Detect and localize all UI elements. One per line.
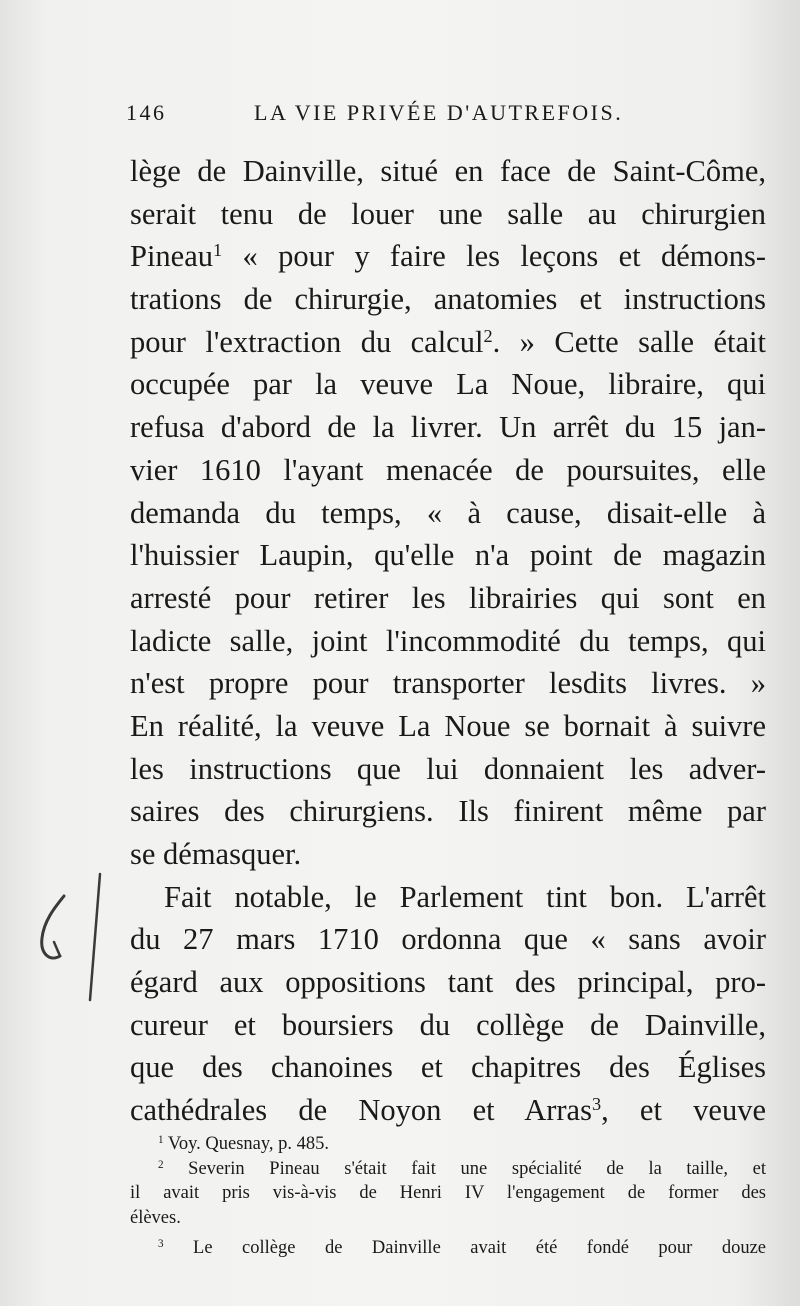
text-line: se démasquer. <box>130 837 302 871</box>
text-line: serait tenu de louer une salle au chirurgien <box>130 196 766 231</box>
text-line: trations de chirurgie, anatomies et instructions <box>130 282 766 317</box>
page-number: 146 <box>126 100 167 125</box>
footnote-2-line: élèves. <box>130 1207 181 1228</box>
text-line: lège de Dainville, situé en face de Saint-Côme, <box>130 154 766 188</box>
footnotes <box>130 1132 766 1261</box>
text-line: demanda du temps, « à cause, disait-elle à <box>130 495 766 530</box>
text-line: Pineau$^1$ « pour y faire les leçons et démons- <box>130 239 766 274</box>
text-line: l'huissier Laupin, qu'elle n'a point de magazin <box>130 538 766 573</box>
text-line: vier 1610 l'ayant menacée de poursuites, elle <box>130 452 766 487</box>
footnote-mark: 3 <box>158 1237 164 1250</box>
text-line: arresté pour retirer les librairies qui sont en <box>130 580 766 615</box>
footnote-ref: 3 <box>591 1094 602 1115</box>
page-header <box>126 100 766 136</box>
body-text <box>130 150 766 1132</box>
text-line: n'est propre pour transporter lesdits livres. » <box>130 666 766 701</box>
footnote-ref: 1 <box>213 240 223 261</box>
text-line: cureur et boursiers du collège de Dainville, <box>130 1007 766 1042</box>
footnote-mark: 1 <box>158 1133 164 1146</box>
handwritten-margin-note <box>20 870 130 1020</box>
footnote-mark: 2 <box>158 1158 164 1171</box>
text-line: refusa d'abord de la livrer. Un arrêt du 15 jan- <box>130 410 766 445</box>
text-line: saires des chirurgiens. Ils finirent même par <box>130 794 766 829</box>
text-line: que des chanoines et chapitres des Églises <box>130 1050 766 1085</box>
text-line: occupée par la veuve La Noue, libraire, qui <box>130 367 766 402</box>
text-line: Fait notable, le Parlement tint bon. L'arrêt <box>164 879 766 914</box>
text-line: cathédrales de Noyon et Arras$^3$, et veuve <box>130 1093 766 1128</box>
footnote-3: $^3$ Le collège de Dainville avait été fondé pour douze <box>158 1237 766 1258</box>
text-line: En réalité, la veuve La Noue se bornait à suivre <box>130 708 766 743</box>
text-line: pour l'extraction du calcul$^2$. » Cette salle était <box>130 324 766 359</box>
text-line: ladicte salle, joint l'incommodité du temps, qui <box>130 623 766 658</box>
text-line: du 27 mars 1710 ordonna que « sans avoir <box>130 922 766 957</box>
running-title: LA VIE PRIVÉE D'AUTREFOIS. <box>254 100 624 125</box>
footnote-1: $^1$ Voy. Quesnay, p. 485. <box>158 1133 330 1154</box>
text-line: égard aux oppositions tant des principal, pro- <box>130 965 766 1000</box>
footnote-ref: 2 <box>483 325 493 346</box>
footnote-2-line: il avait pris vis-à-vis de Henri IV l'engagement de former des <box>130 1183 766 1203</box>
footnote-2: $^2$ Severin Pineau s'était fait une spécialité de la taille, et <box>158 1158 766 1179</box>
text-line: les instructions que lui donnaient les adver- <box>130 751 766 786</box>
